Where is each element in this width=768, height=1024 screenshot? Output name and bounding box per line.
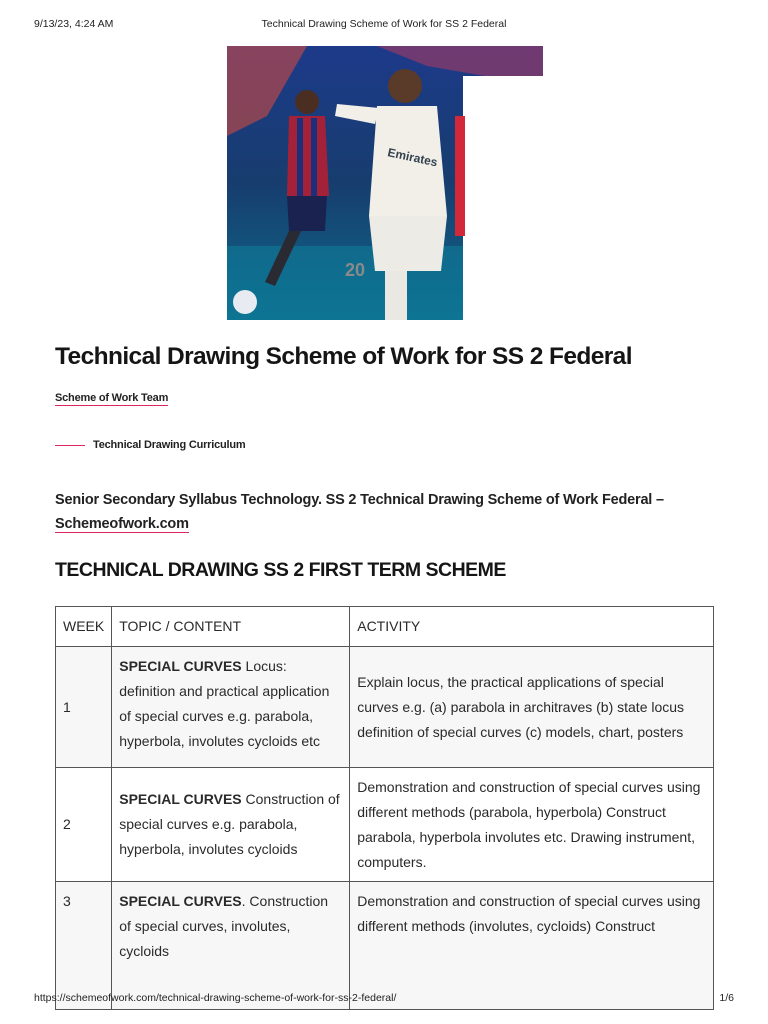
week-cell: 3 <box>56 882 112 1010</box>
svg-text:20: 20 <box>345 260 366 280</box>
table-row <box>56 647 714 768</box>
intro-paragraph <box>55 488 695 536</box>
week-cell: 2 <box>56 768 112 882</box>
week-cell: 1 <box>56 647 112 768</box>
section-heading: TECHNICAL DRAWING SS 2 FIRST TERM SCHEME <box>55 559 506 581</box>
topic-cell <box>112 882 350 1010</box>
topic-cell <box>112 647 350 768</box>
topic-bold: SPECIAL CURVES <box>119 791 242 807</box>
author-link[interactable]: Scheme of Work Team <box>55 392 169 404</box>
table-row <box>56 768 714 882</box>
category-label: Technical Drawing Curriculum <box>93 439 246 451</box>
topic-text: Construction of special curves e.g. parabola, hyperbola, involutes cycloids <box>119 791 340 857</box>
category-link[interactable] <box>55 439 246 451</box>
activity-cell: Demonstration and construction of special curves using different methods (involutes, cycloids) Construct <box>350 882 714 1010</box>
football-players-image <box>227 46 543 320</box>
activity-cell: Explain locus, the practical applications of special curves e.g. (a) parabola in architraves (b) state locus definition of special curves (c) models, chart, posters <box>350 647 714 768</box>
site-link[interactable]: Schemeofwork.com <box>55 516 189 532</box>
topic-text: Locus: definition and practical application of special curves e.g. parabola, hyperbola, involutes cycloids etc <box>119 658 330 749</box>
print-title: Technical Drawing Scheme of Work for SS 2 Federal <box>261 18 507 30</box>
topic-cell <box>112 768 350 882</box>
table-header-row <box>56 607 714 647</box>
svg-text:Emirates: Emirates <box>386 145 439 170</box>
article-title: Technical Drawing Scheme of Work for SS 2 Federal <box>55 343 632 370</box>
hero-image <box>227 46 543 320</box>
topic-bold: SPECIAL CURVES <box>119 893 242 909</box>
topic-text: . Construction of special curves, involutes, cycloids <box>119 893 329 959</box>
activity-cell: Demonstration and construction of special curves using different methods (parabola, hyperbola) Construct parabola, hyperbola involutes etc. Drawing instrument, computers. <box>350 768 714 882</box>
category-dash <box>55 445 85 446</box>
print-datetime: 9/13/23, 4:24 AM <box>34 18 114 30</box>
header-activity: ACTIVITY <box>350 607 714 647</box>
topic-bold: SPECIAL CURVES <box>119 658 242 674</box>
page-number: 1/6 <box>719 992 734 1004</box>
table-row <box>56 882 714 1010</box>
header-week: WEEK <box>56 607 112 647</box>
header-topic: TOPIC / CONTENT <box>112 607 350 647</box>
print-url: https://schemeofwork.com/technical-drawing-scheme-of-work-for-ss-2-federal/ <box>34 992 397 1004</box>
intro-text: Senior Secondary Syllabus Technology. SS 2 Technical Drawing Scheme of Work Federal – <box>55 492 664 508</box>
scheme-table <box>55 606 714 1010</box>
